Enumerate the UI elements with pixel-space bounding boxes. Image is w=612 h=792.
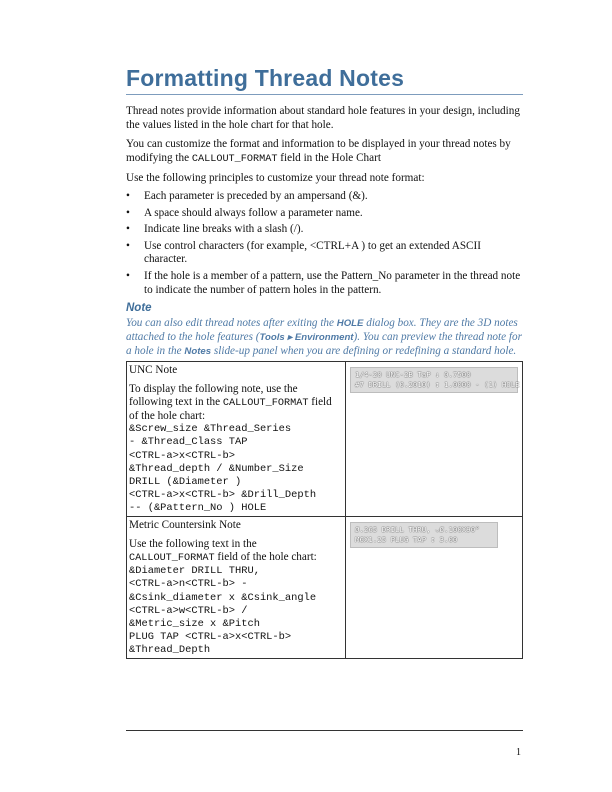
note-text-2: dialog box. They are the 3D notes attached to the hole features ( (126, 317, 518, 343)
list-item (126, 223, 523, 237)
notes-panel-ref: Notes (184, 345, 212, 357)
table-row (127, 361, 523, 516)
row-desc-before: To display the following note, use the following text in the (129, 383, 298, 409)
note-text-3: ). You can preview the thread note for a hole in the (126, 330, 522, 357)
table-row (127, 516, 523, 658)
format-code: &Screw_size &Thread_Series - &Thread_Class TAP <CTRL-a>x<CTRL-b> &Thread_depth / &Number_Size DRILL (&Diameter ) <CTRL-a>x<CTRL-b> &Drill_Depth -- (&Pattern_No ) HOLE (129, 423, 317, 515)
row-description (129, 383, 343, 423)
note-text-1: You can also edit thread notes after exiting the (126, 317, 337, 330)
list-item-text: Each parameter is preceded by an ampersand (&). (144, 189, 368, 202)
table-cell-format (127, 516, 346, 658)
row-desc-after: field of the hole chart: (129, 396, 332, 423)
page-number: 1 (516, 747, 521, 758)
list-item-text: Indicate line breaks with a slash (/). (144, 223, 304, 236)
callout-format-code: CALLOUT_FORMAT (191, 153, 278, 165)
table-cell-format (127, 361, 346, 516)
row-desc-after: field of the hole chart: (214, 551, 317, 564)
page-title: Formatting Thread Notes (126, 65, 405, 91)
menu-path-ref: Tools ▸ Environment (259, 331, 354, 343)
thread-note-preview: Ø.265 DRILL THRU, ⌵Ø.100X90° M6X1.25 PLUG TAP ↧ 3.00 (350, 522, 498, 548)
bullet-icon: • (126, 239, 130, 252)
callout-format-code: CALLOUT_FORMAT (129, 553, 215, 565)
intro-paragraph-3: Use the following principles to customize your thread note format: (126, 172, 425, 185)
bullet-icon: • (126, 269, 130, 282)
intro-p2-text-before: You can customize the format and information to be displayed in your thread notes by modifying the (126, 138, 511, 164)
bullet-icon: • (126, 189, 130, 202)
table-cell-preview (346, 516, 523, 658)
intro-p2-text-after: field in the Hole Chart (277, 151, 381, 164)
list-item-text: Use control characters (for example, <CTRL+A ) to get an extended ASCII character. (144, 239, 481, 266)
row-description (129, 538, 343, 565)
row-title: UNC Note (129, 363, 178, 376)
intro-paragraph-1: Thread notes provide information about standard hole features in your design, including the values listed in the hole chart for that hole. (126, 105, 520, 131)
hole-dialog-ref: HOLE (336, 318, 364, 330)
footer-rule (126, 730, 523, 731)
list-item (126, 207, 523, 221)
note-text-4: slide-up panel when you are defining or redefining a standard hole. (211, 344, 517, 357)
list-item (126, 190, 523, 204)
principles-list (126, 190, 523, 297)
callout-format-code: CALLOUT_FORMAT (222, 398, 309, 410)
bullet-icon: • (126, 223, 130, 236)
row-title: Metric Countersink Note (129, 518, 241, 531)
title-rule (126, 94, 523, 95)
row-desc-before: Use the following text in the (129, 538, 257, 551)
list-item-text: If the hole is a member of a pattern, use the Pattern_No parameter in the thread note to indicate the number of pattern holes in the pattern. (144, 269, 521, 296)
format-code: &Diameter DRILL THRU, <CTRL-a>n<CTRL-b> - &Csink_diameter x &Csink_angle <CTRL-a>w<CTRL-b> / &Metric_size x &Pitch PLUG TAP <CTRL-a>x<CTRL-b> &Thread_Depth (129, 565, 317, 657)
note-body (126, 317, 523, 358)
intro-paragraph-2 (126, 138, 523, 166)
table-cell-preview (346, 361, 523, 516)
list-item-text: A space should always follow a parameter name. (144, 206, 363, 219)
thread-note-table (126, 361, 523, 659)
bullet-icon: • (126, 206, 130, 219)
thread-note-preview: 1/4-20 UNC-2B TaP ↓ 0.7500 #7 DRILL (0.2010) ↧ 1.0000 - (1) HOLE (350, 367, 518, 393)
list-item (126, 270, 523, 297)
note-heading: Note (126, 302, 152, 315)
list-item (126, 240, 523, 267)
document-page (126, 64, 523, 659)
